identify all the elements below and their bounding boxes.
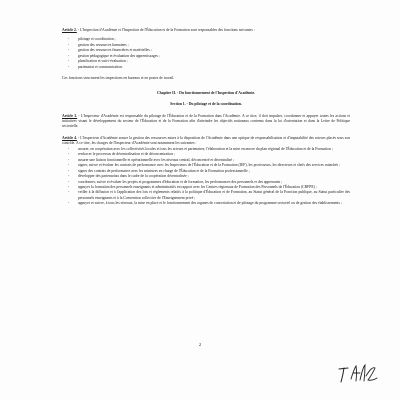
article-3-text: Article 3. - L'Inspecteur d'Académie est responsable du pilotage de l'Éducation et de la Formation dans l'Académie. A ce titre, il doit impulser, coordonner et appuyer toutes les actions et initiatives visant le développement du secteur de l'Éducation et de la Formation afin d'atteindre les objectifs nationaux contenus dans la loi d'orientation et dans la Lettre de Politique sectorielle.: [62, 113, 350, 129]
article-2-heading: Article 2.: [62, 28, 77, 32]
list-item: - coordonner, suivre et évaluer les projets et programmes d'éducation et de formation, les performances des personnels et des apprenants ;: [62, 180, 350, 185]
article-3-heading: Article 3.: [62, 113, 78, 118]
list-item: - signer, suivre et évaluer les contrats de performance avec les Inspecteurs de l'Éducation et de la Formation (IEF), les provisseurs, les directeurs et chefs des services rattachés ;: [62, 163, 350, 168]
article-4-intro: Article 4. - L'Inspecteur d'Académie assure la gestion des ressources mises à la disposition de l'Académie dans une optique de responsabilisation et d'imputabilité des acteurs placés sous son contrôle. A ce titre, les charges de l'Inspecteur d'Académie sont notamment les suivantes :: [62, 135, 350, 146]
list-item: - appuyer la formation des personnels enseignants et administratifs en rapport avec les Centres régionaux de Formation des Personnels de l'Éducation (CRFPE) ;: [62, 185, 350, 190]
list-item: - signer des contrats de performance avec les ministres en charge de l'Éducation et de la Formation professionnelle ;: [62, 169, 350, 174]
list-item: - appuyer et suivre, à tous les niveaux, la mise en place et le fonctionnement des organes de concertation et de pilotage du programme sectoriel ou de gestion des établissements ;: [62, 201, 350, 206]
list-item: - développer des partenariats dans le cadre de la coopération décentralisée ;: [62, 174, 350, 179]
section-title: Section 1. - Du pilotage et de la coordination.: [170, 102, 242, 107]
handwritten-signature: [336, 360, 380, 386]
article-4-heading: Article 4.: [62, 135, 77, 140]
list-item: - gestion pédagogique et évaluation des apprentissages ;: [62, 54, 350, 59]
document-body: [62, 28, 350, 207]
list-item: - assurer une liaison fonctionnelle et opérationnelle avec les niveaux central, déconcentré et décentralisé ;: [62, 158, 350, 163]
list-item: - renforcer le processus de décentralisation et de déconcentration ;: [62, 152, 350, 157]
list-item: - planification et suivi-évaluation ;: [62, 59, 350, 64]
list-item: - partenariat et communication.: [62, 65, 350, 70]
chapter-title: Chapitre II. - Du fonctionnement de l'Inspection d'Académie.: [156, 90, 256, 95]
list-item: - gestion des ressources humaines ;: [62, 43, 350, 48]
article-2-function-list: [62, 37, 350, 70]
list-item: - assurer, en coopération avec les collectivités locales et tous les acteurs et partenaires, l'élaboration et la mise en œuvre du plan régional de l'Éducation et de la Formation ;: [62, 147, 350, 152]
page-number: 2: [198, 342, 202, 347]
list-item: - gestion des ressources financières et matérielles ;: [62, 48, 350, 53]
article-2-intro: Article 2. - L'Inspection d'Académie et l'Inspection de l'Éducation et de la Formation sont responsables des fonctions suivantes :: [62, 28, 255, 32]
list-item: - veiller à la diffusion et à l'application des lois et règlements relatifs à la politique d'Éducation et de Formation, au Statut général de la Fonction publique, au Statut particulier des personnels enseignants et à la Convention collective de l'Enseignement privé ;: [62, 190, 350, 201]
list-item: - pilotage et coordination ;: [62, 37, 350, 42]
article-2-closing: Ces fonctions structurent les inspections en bureaux et en postes de travail.: [62, 76, 175, 81]
article-4-duty-list: [62, 147, 350, 207]
